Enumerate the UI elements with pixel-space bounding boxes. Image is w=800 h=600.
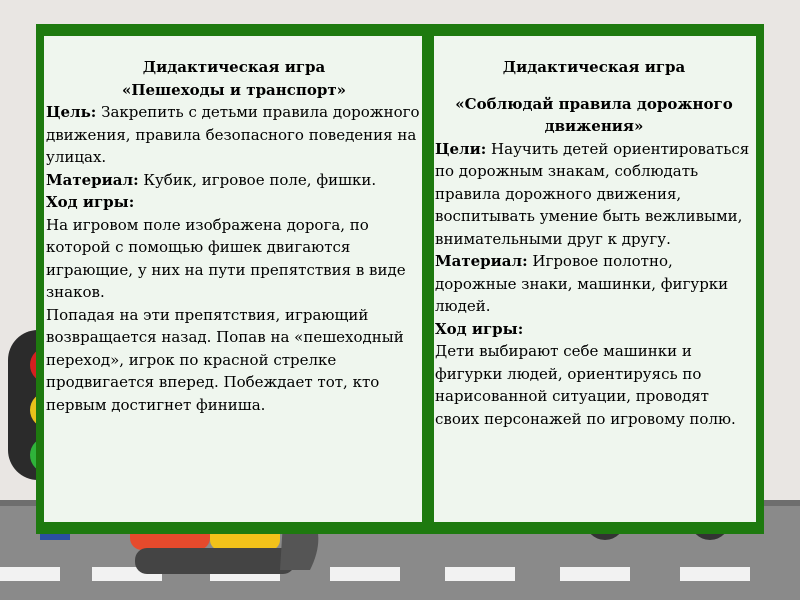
right-material-label: Материал: bbox=[435, 252, 528, 270]
left-goal bbox=[46, 101, 422, 169]
left-goal-text: Закрепить с детьми правила дорожного движения, правила безопасного поведения на улицах. bbox=[46, 103, 420, 166]
left-howto-p1: На игровом поле изображена дорога, по которой с помощью фишек двигаются играющие, у них на пути препятствия в виде знаков. bbox=[46, 215, 406, 301]
right-material-text: Игровое полотно, дорожные знаки, машинки, фигурки людей. bbox=[435, 252, 729, 315]
right-goal bbox=[435, 138, 753, 251]
right-title: Дидактическая игра bbox=[502, 58, 686, 76]
right-subtitle: «Соблюдай правила дорожного движения» bbox=[455, 94, 733, 135]
road-marking bbox=[680, 567, 750, 581]
right-goal-label: Цели: bbox=[435, 139, 487, 158]
left-howto-label: Ход игры: bbox=[46, 193, 135, 211]
left-material bbox=[46, 169, 422, 192]
road-marking bbox=[560, 567, 630, 581]
road-marking bbox=[445, 567, 515, 581]
left-title: Дидактическая игра bbox=[142, 58, 326, 76]
left-material-text: Кубик, игровое поле, фишки. bbox=[138, 170, 377, 189]
left-material-label: Материал: bbox=[46, 170, 139, 189]
left-goal-label: Цель: bbox=[46, 103, 97, 121]
right-column bbox=[435, 56, 753, 430]
left-howto-p2: Попадая на эти препятствия, играющий возвращается назад. Попав на «пешеходный переход», игрок по красной стрелке продвигается вперед. Побеждает тот, кто первым достигнет финиша. bbox=[46, 305, 404, 414]
right-goal-text: Научить детей ориентироваться по дорожным знакам, соблюдать правила дорожного движения, воспитывать умение быть вежливыми, внимательными друг к другу. bbox=[435, 139, 750, 248]
road-marking bbox=[0, 567, 60, 581]
road-marking bbox=[330, 567, 400, 581]
right-material bbox=[435, 250, 753, 318]
right-howto-text: Дети выбирают себе машинки и фигурки людей, ориентируясь по нарисованной ситуации, проводят своих персонажей по игровому полю. bbox=[435, 342, 736, 428]
left-column bbox=[46, 56, 422, 416]
right-howto-label: Ход игры: bbox=[435, 319, 524, 338]
left-subtitle: «Пешеходы и транспорт» bbox=[121, 80, 347, 99]
